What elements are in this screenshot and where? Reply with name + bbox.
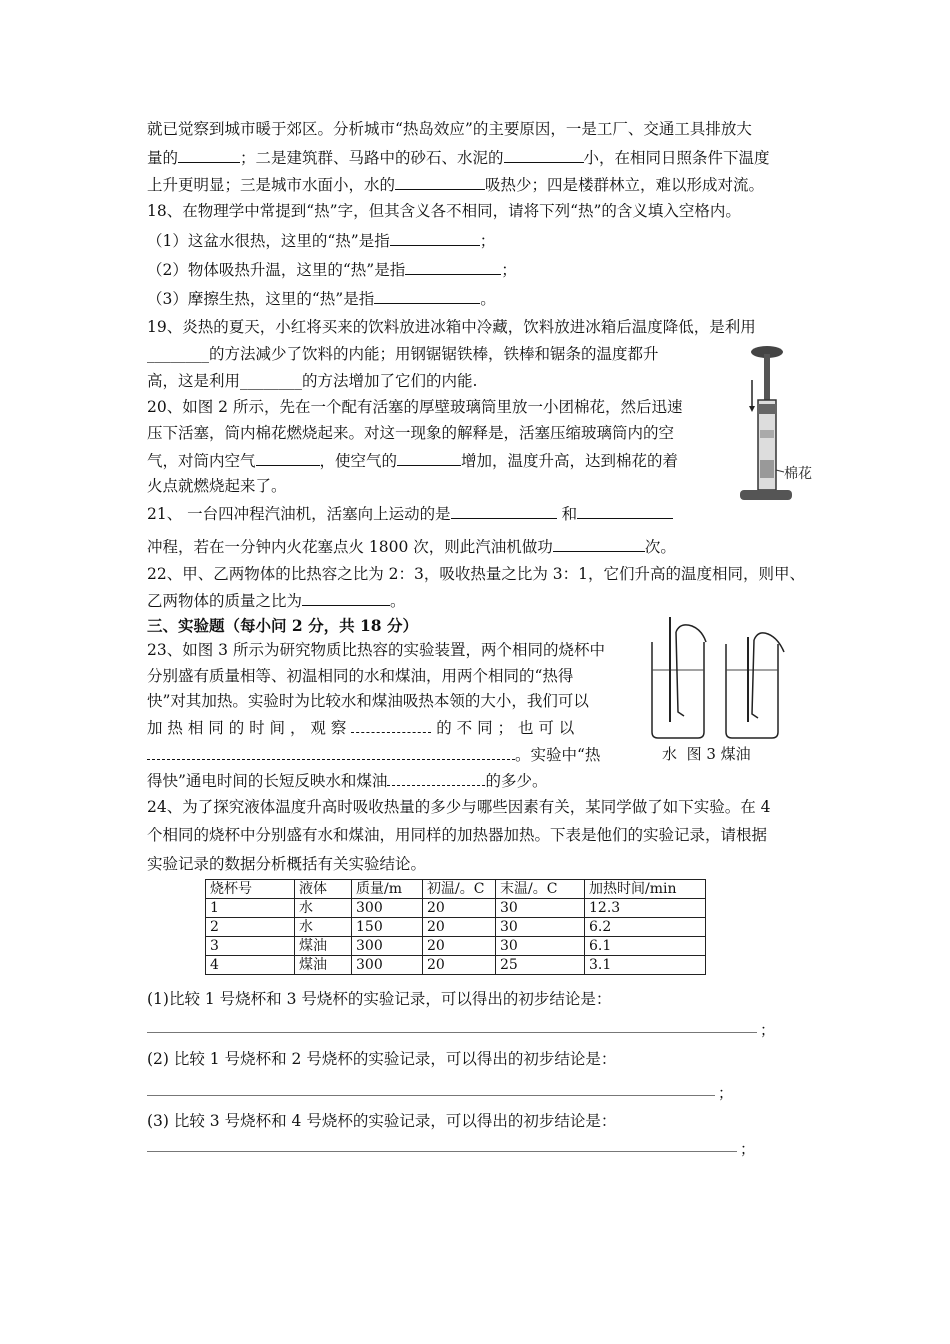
table-cell: 30 xyxy=(496,899,585,918)
table-cell: 2 xyxy=(206,918,295,937)
section-heading: 三、实验题（每小问 2 分，共 18 分） xyxy=(147,616,418,635)
semicolon: ； xyxy=(740,1140,756,1158)
question-23: 加 热 相 同 的 时 间 ， 观 察 的 不 同 ； 也 可 以 xyxy=(147,716,574,739)
table-cell: 煤油 xyxy=(295,956,352,975)
table-header: 末温/。C xyxy=(496,880,585,899)
question-21: 冲程，若在一分钟内火花塞点火 1800 次，则此汽油机做功 次。 xyxy=(147,535,676,558)
question-20: 火点就燃烧起来了。 xyxy=(147,477,287,495)
table-header: 初温/。C xyxy=(423,880,496,899)
answer-line[interactable] xyxy=(147,1151,737,1152)
question-20: 20、如图 2 所示，先在一个配有活塞的厚壁玻璃筒里放一小团棉花，然后迅速 xyxy=(147,398,683,416)
table-cell: 300 xyxy=(352,899,423,918)
table-cell: 3.1 xyxy=(585,956,706,975)
table-cell: 20 xyxy=(423,918,496,937)
answer-blank[interactable] xyxy=(451,502,557,519)
table-cell: 20 xyxy=(423,899,496,918)
question-18-1: （1）这盆水很热，这里的“热”是指 ； xyxy=(147,229,495,252)
answer-blank[interactable] xyxy=(351,716,431,733)
table-cell: 30 xyxy=(496,918,585,937)
question-21: 21、 一台四冲程汽油机，活塞向上运动的是 和 xyxy=(147,502,673,525)
fig3-beakers-diagram xyxy=(640,612,790,742)
table-cell: 300 xyxy=(352,937,423,956)
table-row xyxy=(206,956,706,975)
question-22: 22、甲、乙两物体的比热容之比为 2：3，吸收热量之比为 3：1，它们升高的温度相同，则甲、 xyxy=(147,565,806,583)
answer-blank[interactable] xyxy=(256,449,320,466)
question-23: 分别盛有质量相等、初温相同的水和煤油，用两个相同的“热得 xyxy=(147,667,574,685)
table-header: 烧杯号 xyxy=(206,880,295,899)
answer-blank[interactable] xyxy=(387,769,485,786)
table-cell: 20 xyxy=(423,956,496,975)
question-20: 气，对筒内空气 ，使空气的 增加，温度升高，达到棉花的着 xyxy=(147,449,678,472)
question-18-2: （2）物体吸热升温，这里的“热”是指 ； xyxy=(147,258,517,281)
question-24-3: (3) 比较 3 号烧杯和 4 号烧杯的实验记录，可以得出的初步结论是： xyxy=(147,1112,617,1130)
question-23: 23、如图 3 所示为研究物质比热容的实验装置，两个相同的烧杯中 xyxy=(147,641,605,659)
question-18: 18、在物理学中常提到“热”字，但其含义各不相同，请将下列“热”的含义填入空格内。 xyxy=(147,202,741,220)
answer-blank[interactable] xyxy=(147,743,515,760)
question-23: 得快”通电时间的长短反映水和煤油 的多少。 xyxy=(147,769,547,792)
question-19: ________的方法减少了饮料的内能；用钢锯锯铁棒，铁棒和锯条的温度都升 xyxy=(147,345,659,363)
question-20: 压下活塞，筒内棉花燃烧起来。对这一现象的解释是，活塞压缩玻璃筒内的空 xyxy=(147,424,675,442)
table-cell: 水 xyxy=(295,899,352,918)
question-18-3: （3）摩擦生热，这里的“热”是指 。 xyxy=(147,287,496,310)
question-24: 24、为了探究液体温度升高时吸收热量的多少与哪些因素有关，某同学做了如下实验。在 4 xyxy=(147,798,771,816)
table-header: 加热时间/min xyxy=(585,880,706,899)
answer-blank[interactable] xyxy=(397,449,461,466)
semicolon: ； xyxy=(760,1021,776,1039)
table-cell: 25 xyxy=(496,956,585,975)
text-line: 上升更明显；三是城市水面小，水的 吸热少；四是楼群林立，难以形成对流。 xyxy=(147,173,764,196)
table-cell: 20 xyxy=(423,937,496,956)
table-cell: 水 xyxy=(295,918,352,937)
question-23: 快”对其加热。实验时为比较水和煤油吸热本领的大小，我们可以 xyxy=(147,692,589,710)
table-cell: 12.3 xyxy=(585,899,706,918)
table-cell: 30 xyxy=(496,937,585,956)
semicolon: ； xyxy=(718,1084,734,1102)
answer-blank[interactable] xyxy=(504,146,584,163)
answer-blank[interactable] xyxy=(178,146,240,163)
beaker-oil xyxy=(726,633,784,738)
question-19: 19、炎热的夏天，小红将买来的饮料放进冰箱中冷藏，饮料放进冰箱后温度降低，是利用 xyxy=(147,318,756,336)
answer-blank[interactable] xyxy=(395,173,485,190)
answer-blank[interactable] xyxy=(577,502,673,519)
table-cell: 6.1 xyxy=(585,937,706,956)
table-cell: 3 xyxy=(206,937,295,956)
question-24-2: (2) 比较 1 号烧杯和 2 号烧杯的实验记录，可以得出的初步结论是： xyxy=(147,1050,617,1068)
table-cell: 150 xyxy=(352,918,423,937)
question-24: 实验记录的数据分析概括有关实验结论。 xyxy=(147,855,427,873)
fig2-label: 棉花 xyxy=(784,466,812,482)
table-row xyxy=(206,899,706,918)
answer-line[interactable] xyxy=(147,1032,757,1033)
question-22: 乙两物体的质量之比为 。 xyxy=(147,589,406,612)
table-row xyxy=(206,918,706,937)
fig2-syringe-diagram xyxy=(732,340,822,510)
question-19: 高，这是利用________的方法增加了它们的内能. xyxy=(147,372,478,390)
question-24-1: (1)比较 1 号烧杯和 3 号烧杯的实验记录，可以得出的初步结论是： xyxy=(147,990,612,1008)
experiment-table xyxy=(205,879,706,975)
answer-blank[interactable] xyxy=(553,535,645,552)
text-line: 量的 ；二是建筑群、马路中的砂石、水泥的 小，在相同日照条件下温度 xyxy=(147,146,770,169)
table-cell: 1 xyxy=(206,899,295,918)
table-cell: 6.2 xyxy=(585,918,706,937)
question-24: 个相同的烧杯中分别盛有水和煤油，用同样的加热器加热。下表是他们的实验记录，请根据 xyxy=(147,826,768,844)
table-cell: 300 xyxy=(352,956,423,975)
question-23: 。实验中“热 xyxy=(147,743,600,766)
beaker-water xyxy=(652,617,706,738)
fig3-caption: 水 图 3 煤油 xyxy=(662,745,751,763)
table-cell: 4 xyxy=(206,956,295,975)
table-header: 质量/m xyxy=(352,880,423,899)
table-cell: 煤油 xyxy=(295,937,352,956)
answer-blank[interactable] xyxy=(302,589,390,606)
table-row xyxy=(206,937,706,956)
text-line: 就已觉察到城市暖于郊区。分析城市“热岛效应”的主要原因，一是工厂、交通工具排放大 xyxy=(147,120,752,138)
table-header-row xyxy=(206,880,706,899)
table-header: 液体 xyxy=(295,880,352,899)
answer-line[interactable] xyxy=(147,1095,715,1096)
answer-blank[interactable] xyxy=(390,229,480,246)
answer-blank[interactable] xyxy=(374,287,480,304)
answer-blank[interactable] xyxy=(405,258,501,275)
